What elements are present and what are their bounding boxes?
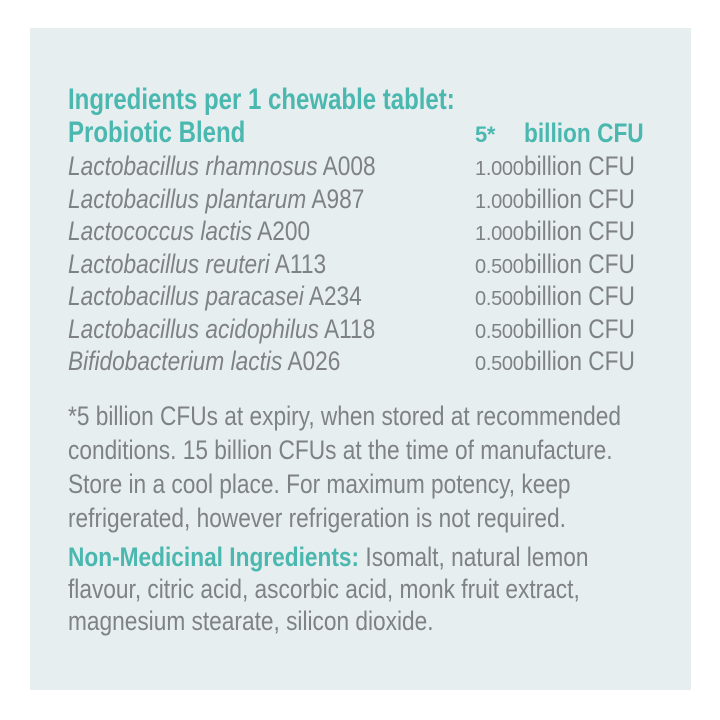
ingredient-amount: 1.000: [475, 158, 524, 180]
ingredient-amount: 0.500: [475, 353, 524, 375]
ingredient-amount: 0.500: [475, 288, 524, 310]
ingredients-title-text: Ingredients per 1 chewable tablet:: [68, 83, 455, 116]
strain-code: A987: [311, 183, 365, 214]
blend-unit: billion CFU: [524, 118, 644, 148]
strain-code: A118: [323, 313, 376, 344]
ingredient-name: Lactobacillus plantarum: [68, 183, 307, 214]
ingredient-row: [68, 151, 680, 184]
storage-footnote-text: *5 billion CFUs at expiry, when stored at recommended conditions. 15 billion CFUs at the time of manufacture. Store in a cool place. For maximum potency, keep refrigerated, however refrigeration is not required.: [68, 401, 621, 533]
ingredient-table: [68, 151, 680, 379]
ingredient-row: [68, 184, 680, 217]
strain-code: A008: [322, 151, 376, 181]
ingredient-unit: billion CFU: [524, 248, 635, 279]
ingredient-row: [68, 281, 680, 314]
ingredient-name: Lactobacillus rhamnosus: [68, 151, 318, 181]
storage-footnote: [68, 399, 680, 535]
strain-code: A200: [257, 216, 311, 246]
ingredient-name: Bifidobacterium lactis: [68, 346, 283, 376]
ingredients-title: [68, 84, 680, 116]
blend-total: [475, 117, 666, 154]
ingredient-name: Lactobacillus reuteri: [68, 248, 270, 279]
blend-label: Probiotic Blend: [68, 116, 246, 149]
ingredient-row: [68, 216, 680, 249]
ingredient-unit: billion CFU: [524, 183, 635, 214]
ingredient-name: Lactococcus lactis: [68, 216, 253, 246]
ingredient-amount: 0.500: [475, 255, 524, 278]
ingredient-unit: billion CFU: [524, 281, 635, 311]
ingredient-unit: billion CFU: [524, 151, 635, 181]
strain-code: A113: [274, 248, 327, 279]
ingredient-amount: 0.500: [475, 320, 524, 343]
non-medicinal-text: Isomalt, natural lemon flavour, citric acid, ascorbic acid, monk fruit extract, magnesium stearate, silicon dioxide.: [68, 542, 589, 636]
ingredient-unit: billion CFU: [524, 346, 635, 376]
ingredient-name: Lactobacillus acidophilus: [68, 313, 319, 344]
strain-code: A026: [287, 346, 341, 376]
blend-amount: 5*: [475, 122, 496, 147]
strain-code: A234: [308, 281, 362, 311]
ingredient-unit: billion CFU: [524, 216, 635, 246]
ingredient-amount: 1.000: [475, 223, 524, 245]
ingredient-unit: billion CFU: [524, 313, 635, 344]
ingredient-name: Lactobacillus paracasei: [68, 281, 304, 311]
probiotic-blend-header: [68, 117, 680, 154]
ingredient-row: [68, 346, 680, 379]
non-medicinal-section: [68, 541, 680, 637]
non-medicinal-label: Non-Medicinal Ingredients:: [68, 542, 360, 572]
ingredient-row: [68, 314, 680, 347]
ingredient-amount: 1.000: [475, 190, 524, 213]
ingredient-row: [68, 249, 680, 282]
